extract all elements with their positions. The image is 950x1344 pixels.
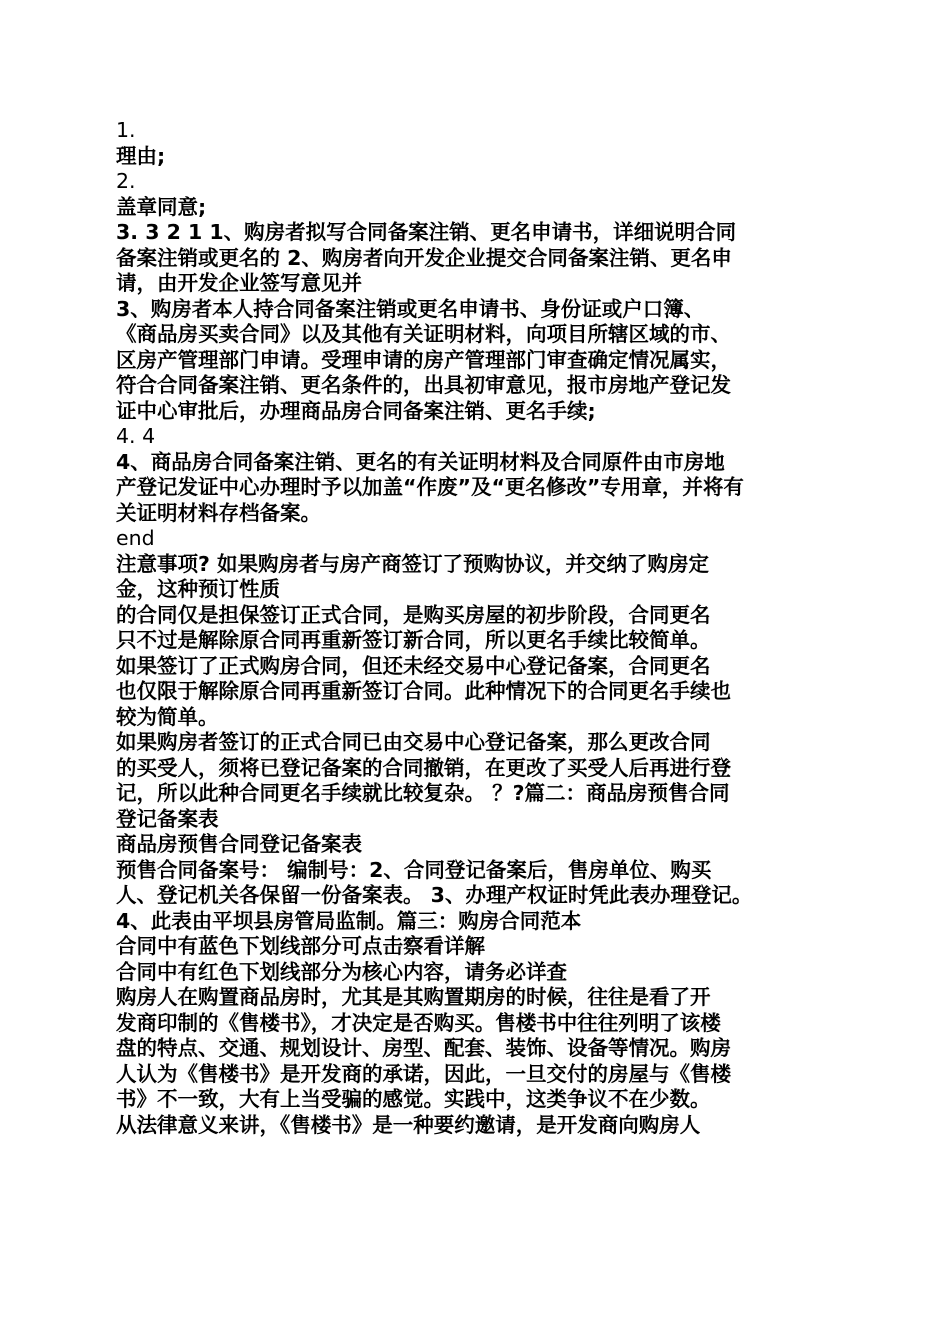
text-line: 3、购房者本人持合同备案注销或更名申请书、身份证或户口簿、 — [116, 296, 705, 321]
text-line: 盖章同意; — [116, 194, 207, 219]
text-line: 请，由开发企业签写意见并 — [116, 271, 362, 295]
text-line: 预售合同备案号： 编制号：2、合同登记备案后，售房单位、购买 — [116, 857, 712, 882]
text-line: 证中心审批后，办理商品房合同备案注销、更名手续; — [116, 398, 596, 423]
text-line: 备案注销或更名的 2、购房者向开发企业提交合同备案注销、更名申 — [116, 245, 732, 270]
text-line: 发商印制的《售楼书》，才决定是否购买。售楼书中往往列明了该楼 — [116, 1010, 721, 1035]
text-line: 金，这种预订性质 — [116, 577, 280, 601]
text-line: 4、此表由平坝县房管局监制。篇三：购房合同范本 — [116, 908, 582, 933]
text-line: 也仅限于解除原合同再重新签订合同。此种情况下的合同更名手续也 — [116, 679, 731, 703]
text-line: 4、商品房合同备案注销、更名的有关证明材料及合同原件由市房地 — [116, 449, 725, 474]
text-line: 的买受人，须将已登记备案的合同撤销，在更改了买受人后再进行登 — [116, 755, 731, 780]
text-line: 2. — [116, 169, 136, 193]
text-line: end — [116, 526, 155, 550]
text-line: 理由; — [116, 143, 166, 168]
text-line: 产登记发证中心办理时予以加盖“作废”及“更名修改”专用章，并将有 — [116, 475, 744, 499]
text-line: 人认为《售楼书》是开发商的承诺，因此，一旦交付的房屋与《售楼 — [116, 1061, 731, 1086]
text-line: 符合合同备案注销、更名条件的，出具初审意见，报市房地产登记发 — [116, 373, 731, 397]
text-line: 合同中有红色下划线部分为核心内容，请务必详查 — [116, 959, 567, 984]
text-line: 的合同仅是担保签订正式合同，是购买房屋的初步阶段，合同更名 — [116, 602, 711, 627]
text-line: 记，所以此种合同更名手续就比较复杂。 ？?篇二：商品房预售合同 — [116, 781, 730, 805]
text-line: 1. — [116, 118, 136, 142]
text-line: 如果购房者签订的正式合同已由交易中心登记备案，那么更改合同 — [116, 730, 711, 754]
text-line: 较为简单。 — [116, 704, 219, 729]
text-line: 从法律意义来讲，《售楼书》是一种要约邀请，是开发商向购房人 — [116, 1112, 701, 1137]
text-line: 4. 4 — [116, 424, 156, 448]
text-line: 书》不一致，大有上当受骗的感觉。实践中，这类争议不在少数。 — [116, 1087, 711, 1111]
text-line: 合同中有蓝色下划线部分可点击察看详解 — [116, 934, 485, 958]
text-line: 购房人在购置商品房时，尤其是其购置期房的时候，往往是看了开 — [116, 985, 711, 1009]
text-line: 盘的特点、交通、规划设计、房型、配套、装饰、设备等情况。购房 — [116, 1036, 731, 1060]
text-line: 登记备案表 — [116, 806, 219, 831]
text-line: 《商品房买卖合同》以及其他有关证明材料，向项目所辖区域的市、 — [116, 322, 731, 346]
text-line: 注意事项? 如果购房者与房产商签订了预购协议，并交纳了购房定 — [116, 551, 710, 576]
text-line: 关证明材料存档备案。 — [116, 500, 321, 525]
text-line: 商品房预售合同登记备案表 — [116, 832, 362, 856]
text-line: 人、登记机关各保留一份备案表。 3、办理产权证时凭此表办理登记。 — [116, 883, 753, 907]
text-line: 区房产管理部门申请。受理申请的房产管理部门审查确定情况属实， — [116, 347, 731, 372]
text-line: 如果签订了正式购房合同，但还未经交易中心登记备案，合同更名 — [116, 653, 711, 678]
text-line: 只不过是解除原合同再重新签订新合同，所以更名手续比较简单。 — [116, 628, 711, 652]
text-line: 3. 3 2 1 1、购房者拟写合同备案注销、更名申请书，详细说明合同 — [116, 220, 737, 244]
document-body — [116, 118, 846, 1138]
